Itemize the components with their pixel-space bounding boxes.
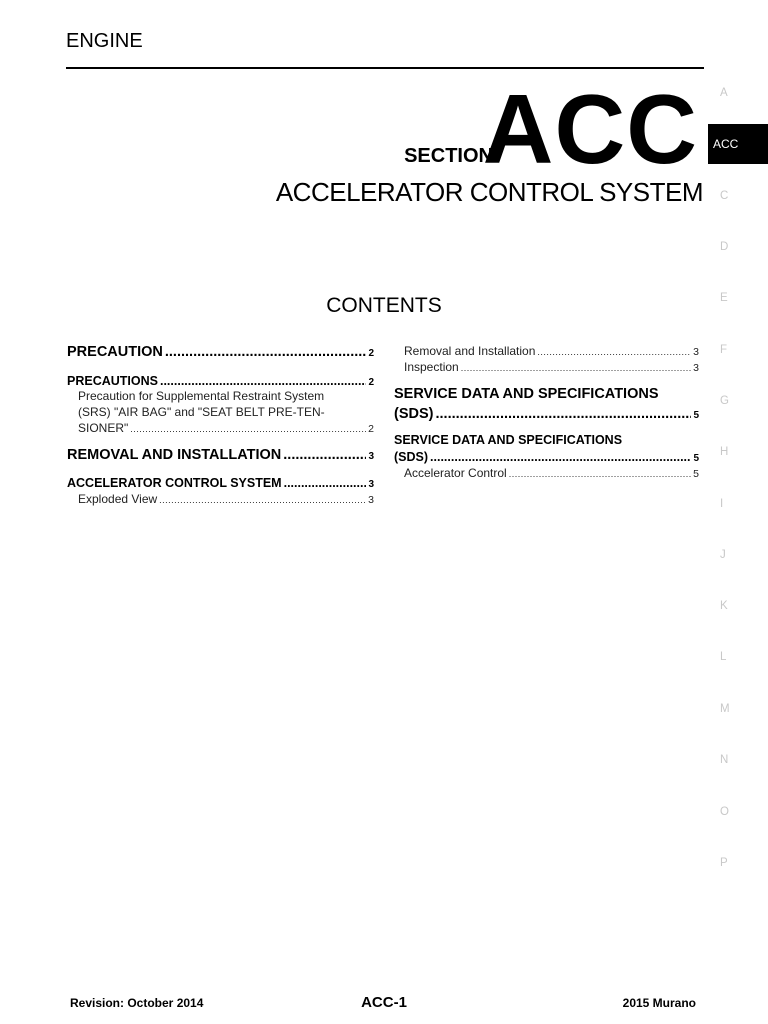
toc-label: (SDS) [394,406,434,422]
side-tab-a[interactable]: A [720,87,728,99]
side-tab-p[interactable]: P [720,857,728,869]
toc-leader [435,406,691,422]
toc-label: PRECAUTIONS [67,374,158,388]
toc-entry-sds-sub[interactable] [394,450,699,464]
toc-entry-inspection[interactable] [404,360,699,374]
toc-label: Inspection [404,360,459,374]
toc-entry-accelerator-control[interactable] [404,466,699,480]
toc-leader [159,495,366,505]
toc-page: 3 [368,479,374,490]
section-group-label: ENGINE [66,30,143,52]
side-tab-m[interactable]: M [720,703,730,715]
toc-page: 5 [693,453,699,464]
toc-page: 3 [693,346,699,358]
toc-leader [130,424,366,434]
side-tab-i[interactable]: I [720,498,724,510]
toc-leader [284,476,367,490]
footer-revision: Revision: October 2014 [70,996,204,1010]
toc-label-line: Precaution for Supplemental Restraint System [78,389,325,403]
toc-leader [537,347,691,357]
side-tab-acc-active[interactable]: ACC [708,124,768,164]
toc-leader [160,374,366,388]
toc-page: 3 [368,494,374,506]
toc-entry-srs[interactable] [78,421,374,435]
side-tab-f[interactable]: F [720,344,728,356]
toc-entry-exploded-view[interactable] [78,492,374,506]
side-tab-d[interactable]: D [720,241,729,253]
toc-label-line: (SRS) "AIR BAG" and "SEAT BELT PRE-TEN- [78,404,325,419]
toc-entry-sds[interactable] [394,406,699,422]
toc-leader [165,344,367,360]
toc-label: ACCELERATOR CONTROL SYSTEM [67,476,282,490]
toc-entry-removal-and-installation[interactable] [404,344,699,358]
toc-label: (SDS) [394,450,429,464]
side-tab-j[interactable]: J [720,549,726,561]
toc-entry-srs-text[interactable] [78,389,374,420]
toc-label: SIONER" [78,421,129,435]
toc-entry-accelerator-control-system[interactable] [67,476,374,490]
toc-page: 2 [368,377,374,388]
side-tab-g[interactable]: G [720,395,729,407]
section-index-tabs [708,0,768,1024]
contents-heading: CONTENTS [326,294,442,317]
footer-model: 2015 Murano [622,996,696,1010]
toc-page: 3 [368,451,374,462]
toc-entry-removal-installation[interactable] [67,447,374,463]
toc-entry-sds-sub-title[interactable]: SERVICE DATA AND SPECIFICATIONS [394,433,623,447]
side-tab-n[interactable]: N [720,754,729,766]
toc-page: 2 [368,348,374,359]
toc-label: REMOVAL AND INSTALLATION [67,447,282,463]
toc-leader [461,363,691,373]
header-rule [66,67,704,69]
toc-page: 5 [693,410,699,421]
section-word: SECTION [404,145,493,167]
side-tab-c[interactable]: C [720,190,729,202]
side-tab-o[interactable]: O [720,806,729,818]
toc-label: PRECAUTION [67,344,163,360]
toc-page: 5 [693,468,699,480]
toc-leader [283,447,366,463]
toc-leader [430,450,691,464]
side-tab-k[interactable]: K [720,600,728,612]
toc-label: Exploded View [78,492,158,506]
section-code: ACC [482,74,698,184]
side-tab-h[interactable]: H [720,446,729,458]
side-tab-l[interactable]: L [720,651,727,663]
toc-page: 2 [368,423,374,435]
toc-label: Accelerator Control [404,466,507,480]
section-title: ACCELERATOR CONTROL SYSTEM [275,177,703,207]
toc-entry-sds-title[interactable]: SERVICE DATA AND SPECIFICATIONS [394,386,659,402]
toc-label: Removal and Installation [404,344,536,358]
side-tab-e[interactable]: E [720,292,728,304]
toc-leader [509,469,691,479]
toc-entry-precautions[interactable] [67,374,374,388]
footer-page-number: ACC-1 [361,994,407,1011]
toc-entry-precaution[interactable] [67,344,374,360]
toc-page: 3 [693,362,699,374]
